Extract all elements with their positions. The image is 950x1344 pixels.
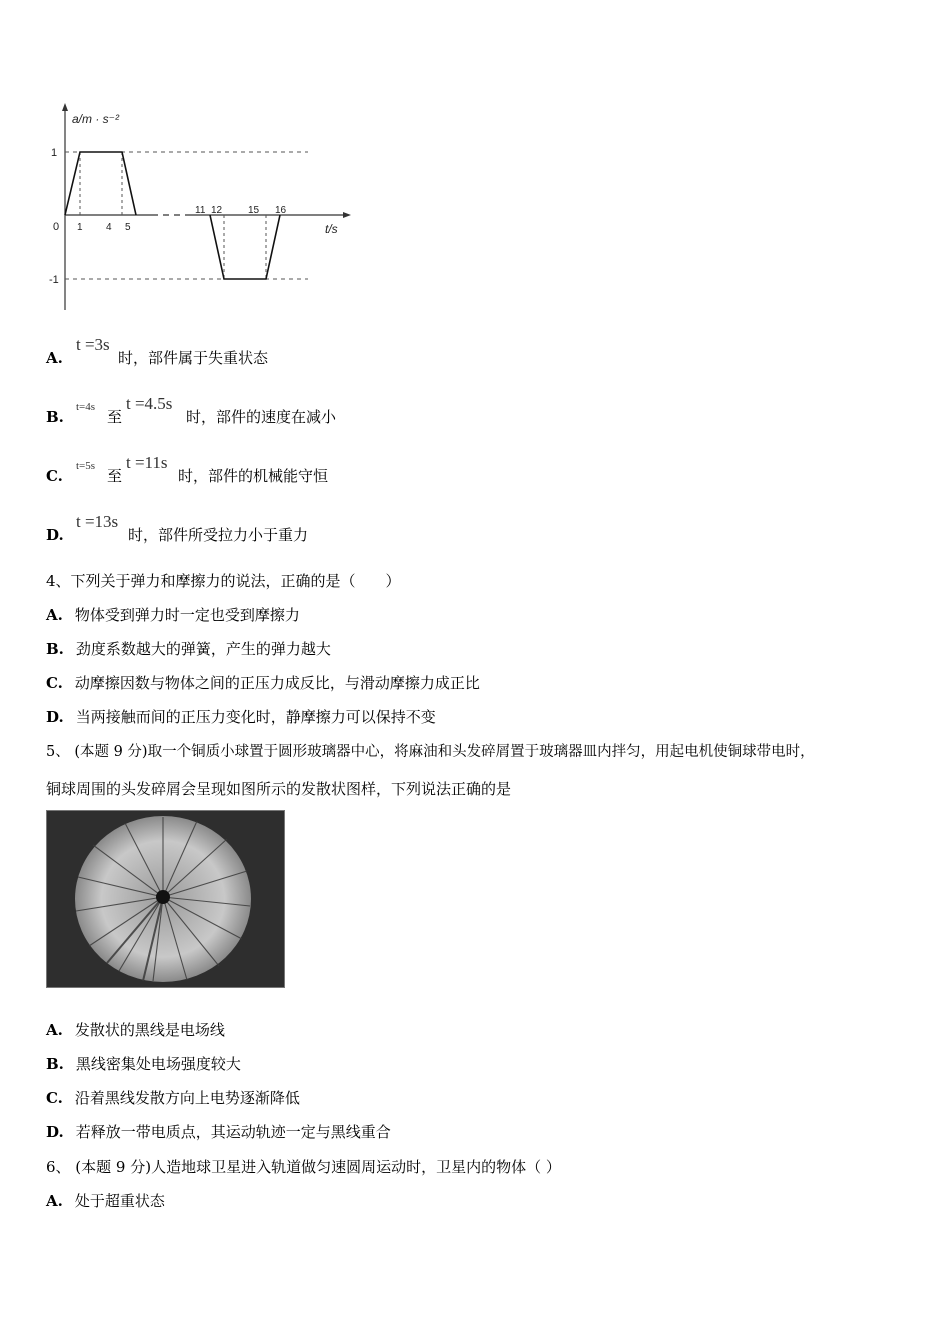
option-label: A. bbox=[46, 606, 63, 624]
option-text: 处于超重状态 bbox=[74, 1192, 165, 1210]
x-tick-5: 5 bbox=[125, 222, 131, 233]
q3-option-c bbox=[46, 453, 329, 486]
option-label: A. bbox=[46, 349, 63, 367]
q3-option-d bbox=[46, 512, 309, 545]
x-axis-arrow bbox=[343, 212, 351, 218]
electric-field-hair-pattern-photo bbox=[46, 810, 285, 988]
option-label: C. bbox=[46, 467, 63, 485]
q3-option-b bbox=[46, 394, 337, 427]
option-text: 劲度系数越大的弹簧，产生的弹力越大 bbox=[75, 640, 331, 658]
x-tick-11: 11 bbox=[195, 205, 206, 216]
series-segment-2 bbox=[210, 215, 280, 279]
option-label: A. bbox=[46, 1192, 63, 1210]
option-text: 发散状的黑线是电场线 bbox=[74, 1021, 225, 1039]
range-sep: 至 bbox=[107, 408, 123, 426]
y-axis-arrow bbox=[62, 103, 68, 111]
option-label: D. bbox=[46, 1123, 64, 1141]
q4-option-d bbox=[46, 707, 436, 727]
q6-option-a bbox=[46, 1191, 165, 1211]
q5-stem-line2: 铜球周围的头发碎屑会呈现如图所示的发散状图样，下列说法正确的是 bbox=[46, 780, 512, 798]
q4-stem: 4、下列关于弹力和摩擦力的说法，正确的是（ ） bbox=[46, 572, 401, 590]
option-text: 时，部件的机械能守恒 bbox=[178, 467, 329, 485]
x-axis-label: t/s bbox=[325, 222, 338, 236]
math-t-end: t =11s bbox=[126, 453, 168, 472]
q5-option-a bbox=[46, 1020, 225, 1040]
option-text: 动摩擦因数与物体之间的正压力成反比，与滑动摩擦力成正比 bbox=[74, 674, 480, 692]
series-segment-1 bbox=[65, 152, 136, 215]
acceleration-time-graph bbox=[40, 95, 360, 310]
q4-option-c bbox=[46, 673, 480, 693]
q5-option-b bbox=[46, 1054, 241, 1074]
x-tick-15: 15 bbox=[248, 205, 260, 216]
q6-stem: 6、 (本题 9 分)人造地球卫星进入轨道做匀速圆周运动时，卫星内的物体（ ） bbox=[46, 1158, 561, 1176]
q3-option-a bbox=[46, 335, 269, 368]
option-text: 黑线密集处电场强度较大 bbox=[75, 1055, 241, 1073]
q5-option-c bbox=[46, 1088, 300, 1108]
math-t-end: t =4.5s bbox=[126, 394, 173, 413]
q4-option-a bbox=[46, 605, 300, 625]
option-text: 沿着黑线发散方向上电势逐渐降低 bbox=[74, 1089, 300, 1107]
math-t-start: t=5s bbox=[76, 460, 96, 472]
option-text: 时，部件属于失重状态 bbox=[118, 349, 269, 367]
y-axis-label: a/m · s⁻² bbox=[72, 112, 119, 126]
x-tick-1: 1 bbox=[77, 222, 83, 233]
option-label: D. bbox=[46, 708, 64, 726]
x-tick-16: 16 bbox=[275, 205, 287, 216]
option-label: A. bbox=[46, 1021, 63, 1039]
math-t-start: t=4s bbox=[76, 401, 96, 413]
y-tick-1: 1 bbox=[51, 147, 58, 159]
option-text: 当两接触而间的正压力变化时，静摩擦力可以保持不变 bbox=[75, 708, 436, 726]
range-sep: 至 bbox=[107, 467, 123, 485]
q5-stem-line1: 5、 (本题 9 分)取一个铜质小球置于圆形玻璃器中心，将麻油和头发碎屑置于玻璃器皿内拌匀，用起电机使铜球带电时， bbox=[46, 744, 815, 760]
y-tick-0: 0 bbox=[53, 221, 60, 233]
option-text: 若释放一带电质点，其运动轨迹一定与黑线重合 bbox=[75, 1123, 391, 1141]
q5-option-d bbox=[46, 1122, 391, 1142]
x-tick-12: 12 bbox=[211, 205, 223, 216]
option-label: B. bbox=[46, 408, 64, 426]
option-text: 时，部件的速度在减小 bbox=[186, 408, 337, 426]
x-tick-4: 4 bbox=[106, 222, 112, 233]
option-label: D. bbox=[46, 526, 64, 544]
option-text: 物体受到弹力时一定也受到摩擦力 bbox=[74, 606, 300, 624]
option-label: C. bbox=[46, 1089, 63, 1107]
option-label: B. bbox=[46, 1055, 64, 1073]
option-text: 时，部件所受拉力小于重力 bbox=[128, 526, 309, 544]
q4-option-b bbox=[46, 639, 331, 659]
math-t: t =13s bbox=[76, 512, 119, 531]
option-label: C. bbox=[46, 674, 63, 692]
math-t: t =3s bbox=[76, 335, 110, 354]
y-tick-minus1: -1 bbox=[49, 274, 59, 286]
option-label: B. bbox=[46, 640, 64, 658]
